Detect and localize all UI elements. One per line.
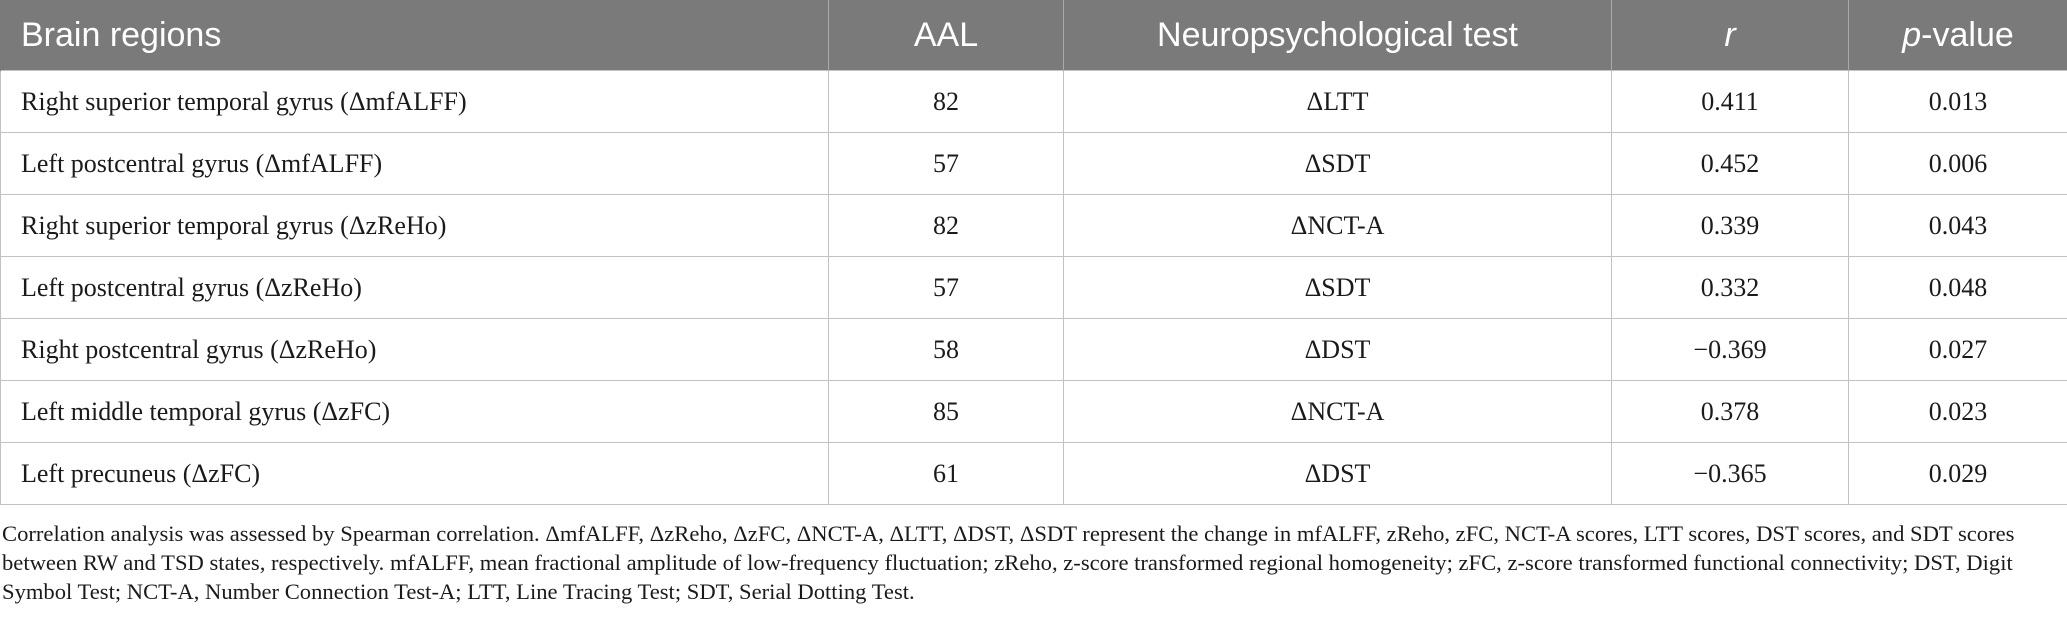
table-footnote: Correlation analysis was assessed by Spearman correlation. ΔmfALFF, ΔzReho, ΔzFC, ΔNCT-A, ΔLTT, ΔDST, ΔSDT represent the change in mfALFF, zReho, zFC, NCT-A scores, LTT scores, DST scores, and SDT scores between RW and TSD states, respectively. mfALFF, mean fractional amplitude of low-frequency fluctuation; zReho, z-score transformed regional homogeneity; zFC, z-score transformed functional connectivity; DST, Digit Symbol Test; NCT-A, Number Connection Test-A; LTT, Line Tracing Test; SDT, Serial Dotting Test. <box>2 521 2015 604</box>
cell-aal: 61 <box>829 443 1064 505</box>
cell-test: ΔLTT <box>1064 71 1612 133</box>
cell-r: 0.378 <box>1612 381 1849 443</box>
cell-aal: 82 <box>829 195 1064 257</box>
cell-test: ΔSDT <box>1064 257 1612 319</box>
cell-p: 0.043 <box>1849 195 2067 257</box>
cell-region: Left postcentral gyrus (ΔmfALFF) <box>1 133 829 195</box>
cell-p: 0.006 <box>1849 133 2067 195</box>
cell-r: −0.365 <box>1612 443 1849 505</box>
table-row <box>1 319 2067 381</box>
header-p-italic: p <box>1902 15 1922 54</box>
header-neuropsychological-test: Neuropsychological test <box>1064 0 1612 71</box>
cell-region: Right superior temporal gyrus (ΔmfALFF) <box>1 71 829 133</box>
cell-p: 0.048 <box>1849 257 2067 319</box>
cell-aal: 58 <box>829 319 1064 381</box>
header-p-value <box>1849 0 2067 71</box>
cell-p: 0.013 <box>1849 71 2067 133</box>
cell-aal: 57 <box>829 133 1064 195</box>
cell-test: ΔNCT-A <box>1064 195 1612 257</box>
cell-region: Right postcentral gyrus (ΔzReHo) <box>1 319 829 381</box>
cell-r: 0.411 <box>1612 71 1849 133</box>
table-row <box>1 443 2067 505</box>
table-row <box>1 195 2067 257</box>
header-r <box>1612 0 1849 71</box>
cell-p: 0.027 <box>1849 319 2067 381</box>
cell-r: 0.339 <box>1612 195 1849 257</box>
cell-aal: 57 <box>829 257 1064 319</box>
cell-r: 0.452 <box>1612 133 1849 195</box>
header-aal: AAL <box>829 0 1064 71</box>
cell-p: 0.023 <box>1849 381 2067 443</box>
cell-aal: 82 <box>829 71 1064 133</box>
table-header-row <box>1 0 2067 71</box>
header-p-rest: -value <box>1921 15 2014 54</box>
table-row <box>1 257 2067 319</box>
table-row <box>1 133 2067 195</box>
cell-p: 0.029 <box>1849 443 2067 505</box>
cell-r: 0.332 <box>1612 257 1849 319</box>
cell-test: ΔNCT-A <box>1064 381 1612 443</box>
cell-r: −0.369 <box>1612 319 1849 381</box>
cell-test: ΔSDT <box>1064 133 1612 195</box>
cell-test: ΔDST <box>1064 443 1612 505</box>
cell-region: Left postcentral gyrus (ΔzReHo) <box>1 257 829 319</box>
header-brain-regions: Brain regions <box>1 0 829 71</box>
cell-region: Left middle temporal gyrus (ΔzFC) <box>1 381 829 443</box>
cell-region: Right superior temporal gyrus (ΔzReHo) <box>1 195 829 257</box>
table-row <box>1 71 2067 133</box>
cell-aal: 85 <box>829 381 1064 443</box>
table-row <box>1 381 2067 443</box>
cell-region: Left precuneus (ΔzFC) <box>1 443 829 505</box>
cell-test: ΔDST <box>1064 319 1612 381</box>
header-r-label: r <box>1724 15 1736 54</box>
